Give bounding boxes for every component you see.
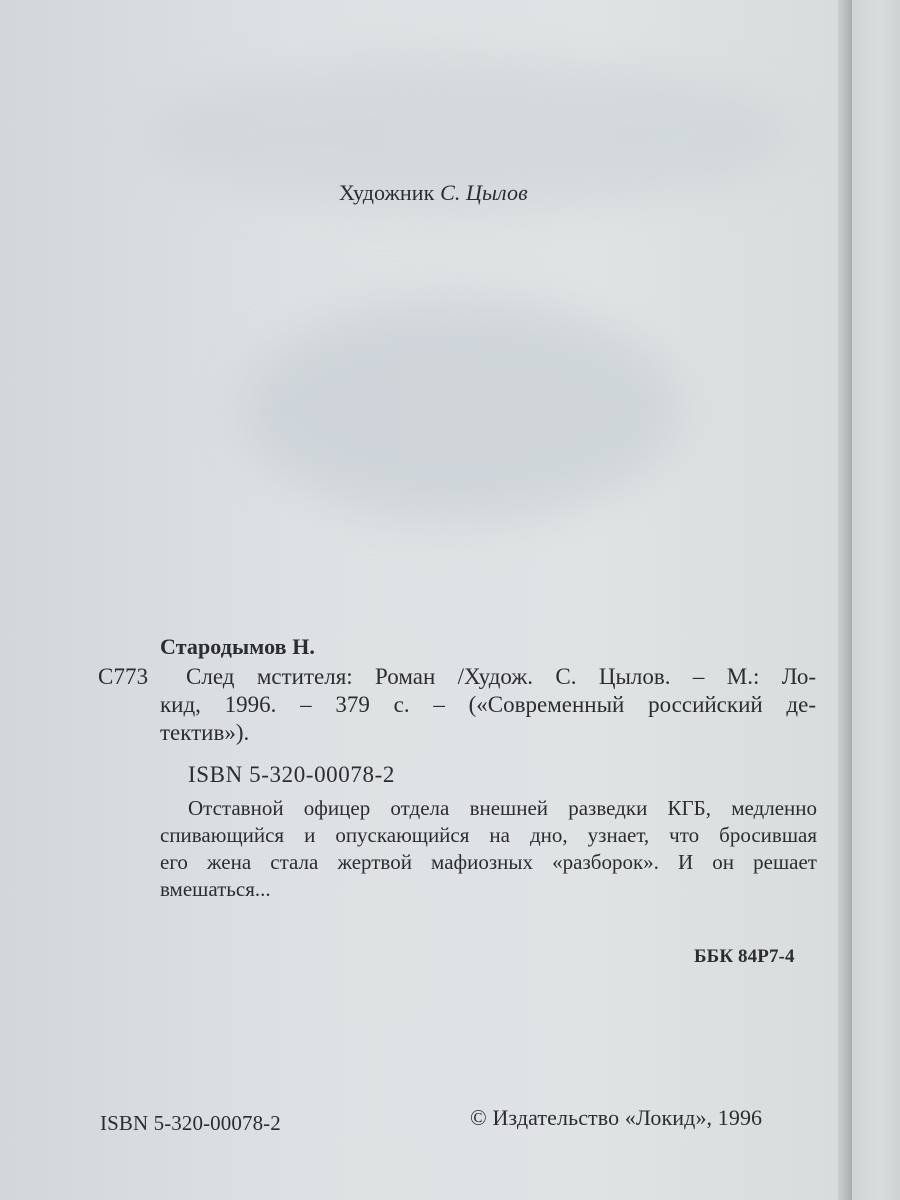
page-edge — [838, 0, 852, 1200]
bbk-code: ББК 84Р7-4 — [694, 946, 795, 967]
annotation-line: вмешаться... — [160, 877, 271, 901]
copyright-text: Издательство «Локид», 1996 — [492, 1105, 763, 1130]
catalog-isbn: ISBN 5-320-00078-2 — [188, 762, 395, 787]
copyright-notice — [470, 1107, 762, 1129]
annotation-line: Отставной офицер отдела внешней разведки КГБ, медленно — [188, 796, 817, 820]
catalog-author: Стародымов Н. — [160, 634, 316, 659]
artist-credit — [339, 182, 528, 204]
copyright-icon: © — [470, 1105, 487, 1130]
artist-name: С. Цылов — [440, 180, 528, 205]
show-through-shadow — [240, 300, 680, 520]
bibliographic-line: тектив»). — [160, 720, 250, 745]
adjacent-page — [852, 0, 900, 1200]
annotation — [160, 795, 817, 903]
artist-label: Художник — [339, 180, 435, 205]
annotation-line: спивающийся и опускающийся на дно, узнает, что бросившая — [160, 823, 817, 847]
bibliographic-line: кид, 1996. – 379 с. – («Современный российский де- — [160, 692, 816, 717]
catalog-code: С773 — [98, 664, 149, 689]
annotation-line: его жена стала жертвой мафиозных «разборок». И он решает — [160, 850, 817, 874]
bibliographic-description — [160, 663, 816, 747]
bibliographic-line: След мстителя: Роман /Худож. С. Цылов. – М.: Ло- — [186, 664, 816, 689]
footer-isbn: ISBN 5-320-00078-2 — [100, 1111, 281, 1135]
